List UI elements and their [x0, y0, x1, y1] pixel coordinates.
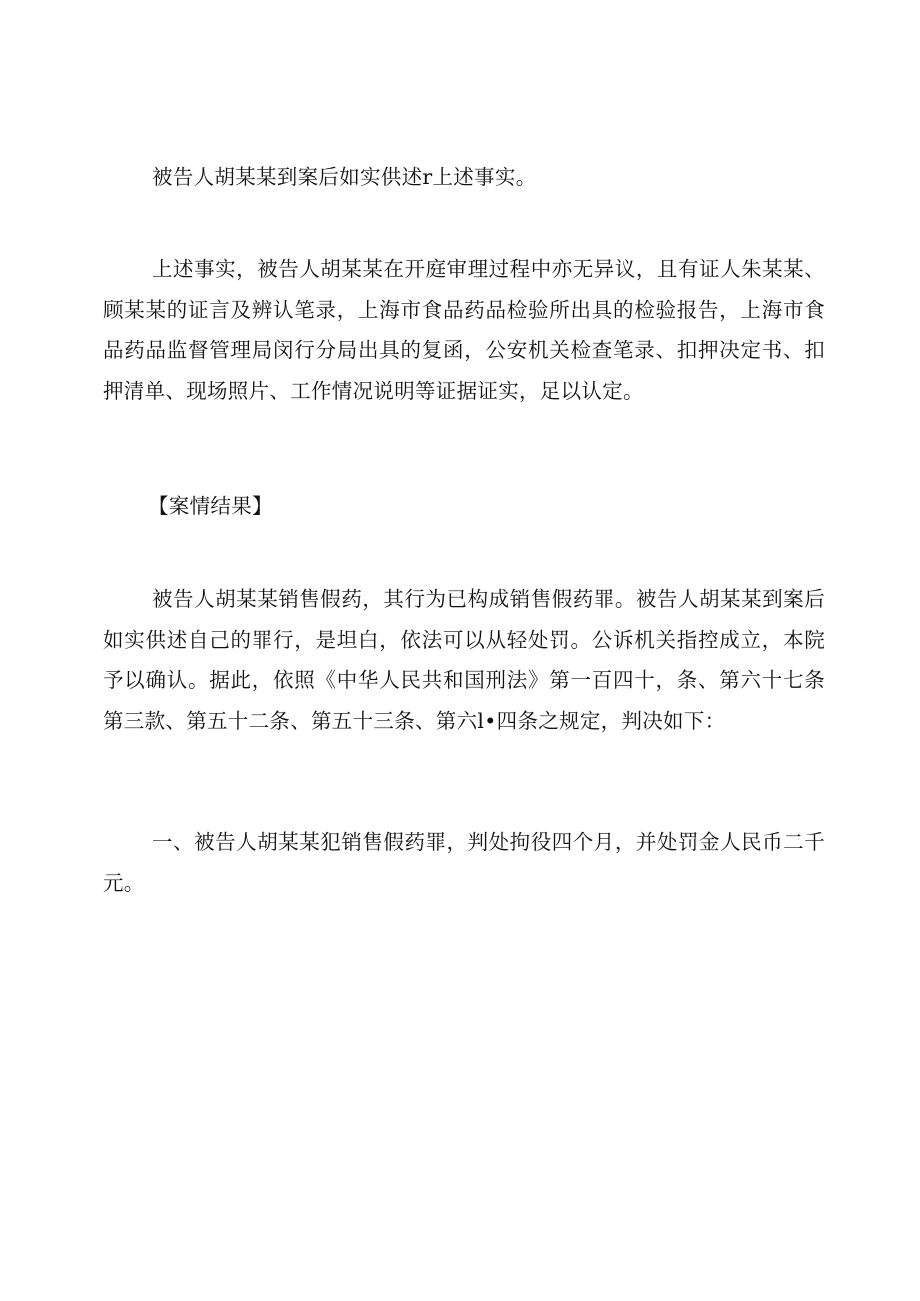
paragraph-confession: 被告人胡某某到案后如实供述r上述事实。: [152, 165, 537, 189]
paragraph-judgment-reasoning: 被告人胡某某销售假药，其行为已构成销售假药罪。被告人胡某某到案后如实供述自己的罪行，是坦白，依法可以从轻处罚。公诉机关指控成立，本院予以确认。据此，依照《中华人民共和国刑法》第一百四十，条、第六十七条第三款、第五十二条、第五十三条、第六l•四条之规定，判决如下：: [103, 587, 825, 733]
paragraph-sentence: 一、被告人胡某某犯销售假药罪，判处拘役四个月，并处罚金人民币二千元。: [103, 830, 825, 895]
section-heading-case-result: 【案情结果】: [148, 494, 273, 518]
paragraph-evidence: 上述事实，被告人胡某某在开庭审理过程中亦无异议，且有证人朱某某、顾某某的证言及辨认笔录，上海市食品药品检验所出具的检验报告，上海市食品药品监督管理局闵行分局出具的复函，公安机关检查笔录、扣押决定书、扣押清单、现场照片、工作情况说明等证据证实，足以认定。: [103, 257, 825, 403]
